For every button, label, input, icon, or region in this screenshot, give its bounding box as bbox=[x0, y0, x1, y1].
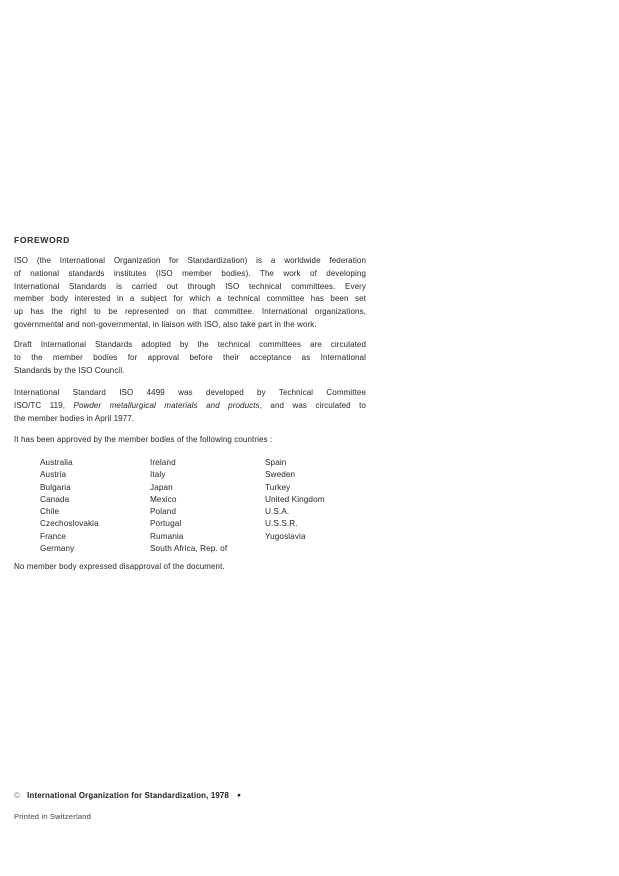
country: France bbox=[40, 531, 67, 541]
countries-column-1 bbox=[40, 457, 150, 555]
paragraph-line-with-italic bbox=[14, 400, 366, 413]
bullet-icon: ● bbox=[237, 792, 242, 799]
country: Italy bbox=[150, 470, 166, 480]
country: Poland bbox=[150, 507, 177, 517]
copyright-text: International Organization for Standardization, 1978 bbox=[27, 791, 229, 800]
paragraph-line: Draft International Standards adopted by the technical committees are circulated bbox=[14, 340, 366, 349]
printed-in-switzerland: Printed in Switzerland bbox=[14, 812, 91, 821]
line-suffix: , and was circulated to bbox=[259, 400, 366, 410]
country: United Kingdom bbox=[265, 494, 325, 504]
country: Turkey bbox=[265, 482, 291, 492]
paragraph-line: member body interested in a subject for which a technical committee has been set bbox=[14, 294, 366, 304]
paragraph-line: of national standards institutes (ISO member bodies). The work of developing bbox=[14, 268, 366, 278]
country: Germany bbox=[40, 544, 75, 554]
paragraph-line: ISO (the International Organization for Standardization) is a worldwide federation bbox=[14, 256, 366, 265]
paragraph-line: the member bodies in April 1977. bbox=[14, 413, 135, 423]
paragraph-iso-description bbox=[14, 255, 366, 332]
country: U.S.A. bbox=[265, 507, 290, 517]
country: South Africa, Rep. of bbox=[150, 544, 228, 554]
countries-list bbox=[40, 457, 325, 555]
copyright-line bbox=[14, 791, 241, 800]
country: Yugoslavia bbox=[265, 531, 306, 541]
countries-column-2 bbox=[150, 457, 265, 555]
country: Australia bbox=[40, 458, 73, 467]
country: Bulgaria bbox=[40, 482, 71, 492]
committee-title-italic: Powder metallurgical materials and products bbox=[73, 400, 260, 410]
foreword-heading: FOREWORD bbox=[14, 235, 70, 245]
paragraph-draft-standards bbox=[14, 339, 366, 377]
country: Japan bbox=[150, 482, 173, 492]
paragraph-line: International Standards is carried out through ISO technical committees. Every bbox=[14, 281, 366, 291]
paragraph-line: Standards by the ISO Council. bbox=[14, 365, 125, 375]
copyright-icon: © bbox=[14, 791, 21, 800]
country: Mexico bbox=[150, 494, 177, 504]
country: Portugal bbox=[150, 519, 182, 529]
no-disapproval-statement: No member body expressed disapproval of the document. bbox=[14, 562, 225, 571]
country: U.S.S.R. bbox=[265, 519, 298, 529]
paragraph-line: International Standard ISO 4499 was developed by Technical Committee bbox=[14, 388, 366, 397]
country: Spain bbox=[265, 458, 287, 467]
paragraph-iso-4499 bbox=[14, 387, 366, 425]
country: Czechoslovakia bbox=[40, 519, 99, 529]
country: Canada bbox=[40, 494, 70, 504]
country: Sweden bbox=[265, 470, 296, 480]
line-prefix: ISO/TC 119, bbox=[14, 400, 74, 410]
country: Chile bbox=[40, 507, 60, 517]
paragraph-line: up has the right to be represented on that committee. International organizations, bbox=[14, 307, 366, 317]
paragraph-line: to the member bodies for approval before their acceptance as International bbox=[14, 352, 366, 362]
country: Rumania bbox=[150, 531, 184, 541]
countries-column-3 bbox=[265, 457, 325, 555]
paragraph-line: governmental and non-governmental, in liaison with ISO, also take part in the work. bbox=[14, 319, 317, 329]
country: Ireland bbox=[150, 458, 176, 467]
country: Austria bbox=[40, 470, 67, 480]
approval-intro-line: It has been approved by the member bodies of the following countries : bbox=[14, 435, 273, 444]
